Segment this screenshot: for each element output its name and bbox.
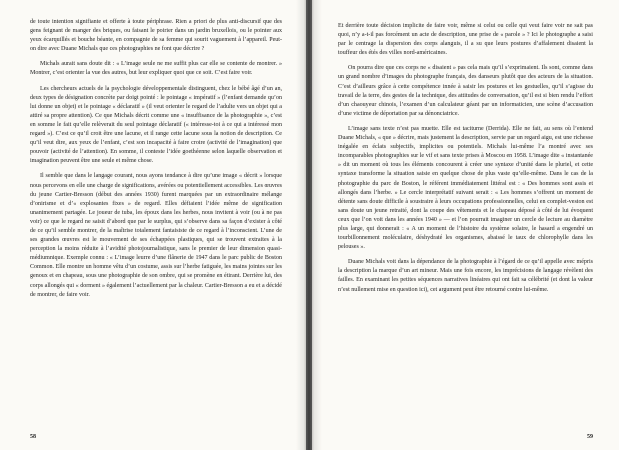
right-page: [312, 0, 619, 450]
paragraph: Les chercheurs actuels de la psychologie développementale distinguent, chez le bébé âgé d’un an, deux types de désignation concrète par doigt pointé : le pointage « impératif » (l’enfant demande qu’on lui donne un objet) et le pointage « déclaratif » (il veut orienter le regard de l’adulte vers un objet qui a attiré sa propre attention). Ce que Michals décrit comme une « insuffisance de la photographie », c’est en somme le fait qu’elle relèverait du seul pointage déclaratif (« intéresse-toi à ce qui a intéressé mon regard »). C’est ce qu’il croit être une lacune, et il range cette lacune sous la notion de description. Ce qu’il veut dire, aux yeux de l’enfant, c’est son incapacité à faire croire (activité de l’imagination) que pouvoir (activité de l’attention). En somme, il conteste l’idée goethéenne selon laquelle observation et imagination peuvent être une seule et même chose.: [30, 85, 282, 165]
paragraph: L’image sans texte n’est pas muette. Elle est taciturne (Derrida). Elle ne fait, au sens où l’entend Duane Michals, « que » décrire, mais justement la description, servie par un regard aigu, est une richesse inégalée en éclats subjectifs, implicites ou potentiels. Michals lui-même l’a montré avec ses incomparables photographies sur le vif et sans texte prises à Moscou en 1958. L’image dite « instantanée » dit un moment où tous les éléments concourent à créer une syntaxe d’unité dans le pluriel, et cette syntaxe transforme la situation saisie en quelque chose de plus vaste qu’elle-même. Dans le cas de la photographie du parc de Boston, le référent immédiatement littéral est : « Des hommes sont assis et allongés dans l’herbe. » Le cercle interprétatif suivant serait : « Les hommes s’offrent un moment de détente sans doute difficile à soustraire à leurs occupations professionnelles, celui en complet-veston est sans doute un jeune retraité, dont la coupe des vêtements et le chapeau déposé à côté de lui évoquent ceux que l’on voit dans les années 1940 » — et l’on pourrait imaginer un cercle de lecture au diamètre plus large, qui donnerait : « A un moment de l’histoire du système solaire, le hasard a engendré un tourbillonnement moléculaire, déshydraté les organismes, abaissé le taux de chlorophylle dans les pelouses ».: [338, 125, 593, 251]
left-page-text: [30, 18, 282, 300]
paragraph: Et derrière toute décision implicite de faire voir, même si celui ou celle qui veut faire voir ne sait pas quoi, n’y a-t-il pas forcément un acte de description, une prise de « parole » ? Ici le photographe a saisi par le centrage la dispersion des corps alanguis, il a su que leurs postures d’affalement disaient la touffeur des étés des villes nord-américaines.: [338, 23, 593, 57]
paragraph: de toute intention signifiante et offerte à toute périphrase. Rien a priori de plus anti-discursif que des gens feignant de manger des briques, ou faisant le poirier dans un jardin bruxellois, ou le pointer aux yeux écarquillés et bouche béante, en compagnie de sa femme qui sourit vaguement à l’appareil. Peut-on dire avec Duane Michals que ces photographies ne font que décrire ?: [30, 19, 282, 53]
left-page: [0, 0, 306, 450]
paragraph: On pourra dire que ces corps ne « disaient » pas cela mais qu’il s’exprimaient. Ils sont, comme dans un grand nombre d’images du photographe français, des danseurs plutôt que des acteurs de la situation. C’est d’ailleurs grâce à cette compétence innée à saisir les postures et les gestuelles, qu’il s’agisse du travail de la terre, des gestes de la technique, des attitudes de conversation, qu’il est si bien rendu l’effort d’un chaouyeur chinois, l’examen d’un calculateur géant par un informaticien, une scène d’accusation d’une victime de déportation par sa dénonciatrice.: [338, 65, 593, 117]
paragraph: Michals aurait sans doute dit : « L’image seule ne me suffit plus car elle se contente de montrer. » Montrer, c’est orienter la vue des autres, but leur expliquer quoi que ce soit. C’est faire voir.: [30, 61, 282, 77]
paragraph: Il semble que dans le langage courant, nous ayons tendance à dire qu’une image « décrit » lorsque nous percevons en elle une charge de significations, avérées ou potentiellement accessibles. Les œuvres du jeune Cartier-Bresson (début des années 1930) furent marquées par un extraordinaire mélange d’onirisme et d’« explosantes fixes » de regard. Elles défiaient l’idée même de signification unanimement partagée. Le joueur de tuba, les époux dans les herbes, nous invitent à voir (ou à ne pas voir) ce que le regard ne saisit d’abord que par le surplus, qui s’observe dans sa façon d’exister à côté de ce qu’il semble montrer, de la maîtrise totalement fantaisiste de ce regard à l’inconscient. L’une de ses grandes œuvres est le mouvement de ses échappées plastiques, qui se trouvent extraites à la perception la moins réduite à l’avidité photojournalistique, sans le premier de leur dimension quasi-médiumnique. Exemple connu : « L’image leurre d’une flânerie de 1947 dans le parc public de Boston Common. Elle montre un homme vêtu d’un costume, assis sur l’herbe fatiguée, les mains jointes sur les genoux et en chapeau, sous une photographie de son ombre, qui se promène en étirant. Derrière lui, des corps allongés qui « dorment » également l’actuellement par la chaleur. Cartier-Bresson a eu et a décidé de montrer, de faire voir.: [30, 173, 282, 298]
page-number: 58: [30, 434, 36, 440]
right-page-text: [338, 22, 593, 295]
page-number: 59: [587, 434, 593, 440]
paragraph: Duane Michals voit dans la dépendance de la photographie à l’égard de ce qu’il appelle avec mépris la description la marque d’un art mineur. Mais une fois encore, les imprécisions de langage révèlent des failles. En examinant les petites séquences narratives linéaires qui ont fait sa célébrité (et dont la valeur n’est nullement mise en question ici), cet argument peut être retourné contre lui-même.: [338, 259, 593, 293]
